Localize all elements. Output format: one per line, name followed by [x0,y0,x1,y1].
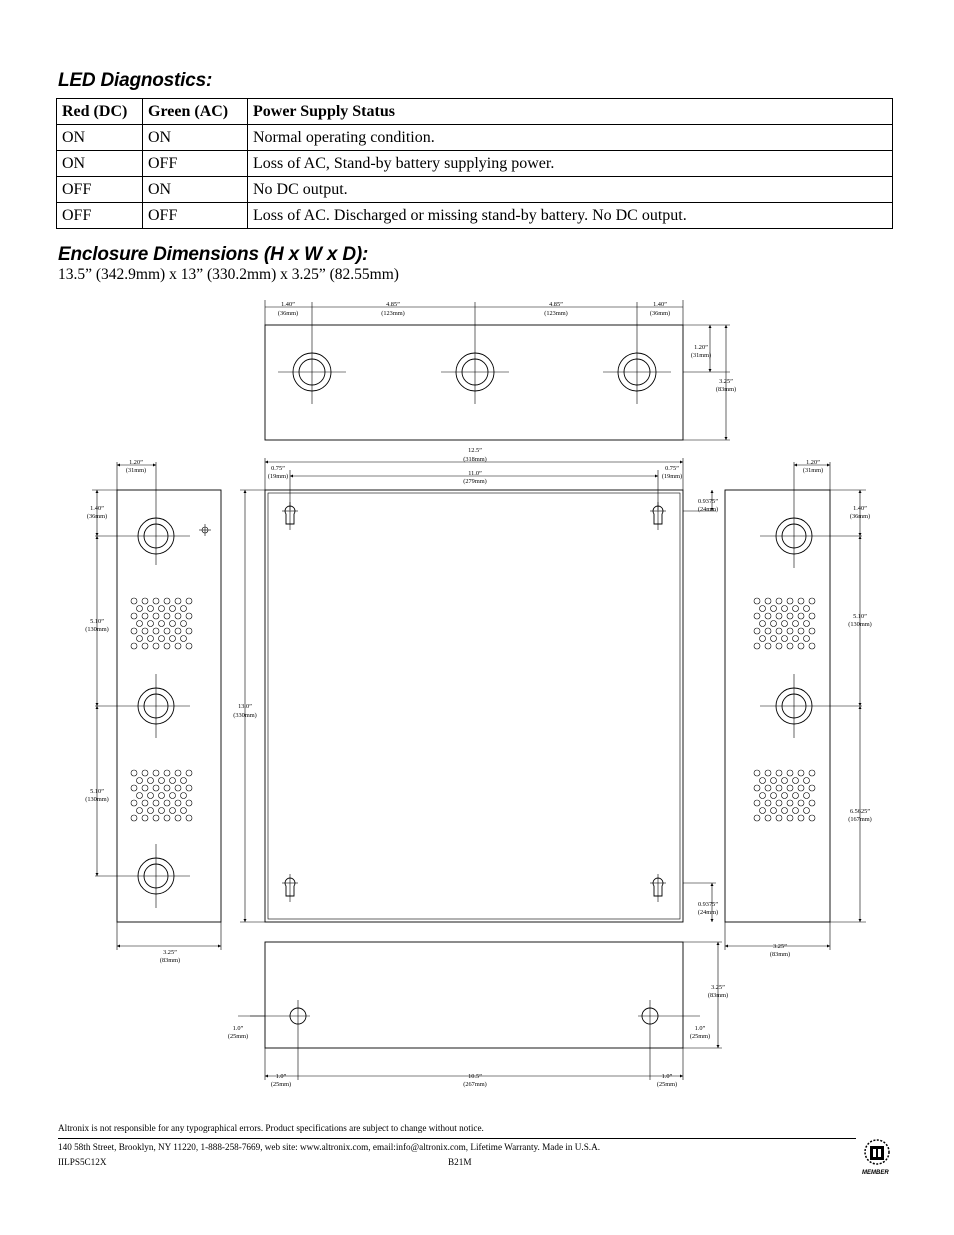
vent-hole [798,613,804,619]
vent-hole [175,785,181,791]
vent-hole [776,800,782,806]
vent-hole [782,636,788,642]
dim-label: 0.75” [665,465,679,472]
vent-hole [798,598,804,604]
vent-hole [153,613,159,619]
table-row [57,177,893,203]
keyhole-mount [650,874,666,902]
cell-green: ON [143,177,248,203]
vent-hole [776,785,782,791]
vent-hole [159,606,165,612]
vent-hole [765,598,771,604]
vent-hole [771,636,777,642]
vent-hole [131,770,137,776]
knockout-hole [95,462,190,565]
vent-hole [754,598,760,604]
dim-label: (19mm) [661,473,683,480]
vent-hole [809,815,815,821]
column-header-green: Green (AC) [143,99,248,125]
vent-hole [754,643,760,649]
vent-hole [793,621,799,627]
vent-hole [181,636,187,642]
dim-label: (167mm) [848,816,872,823]
dim-label: 1.0” [661,1073,673,1080]
cell-red: ON [57,125,143,151]
vent-hole [153,598,159,604]
part-number: IILPS5C12X [58,1157,107,1167]
dim-label: 1.20” [129,459,143,466]
column-header-status: Power Supply Status [248,99,893,125]
knockout-hole [760,674,862,738]
vent-hole [804,778,810,784]
vent-hole [148,808,154,814]
dim-label: 1.40” [853,505,867,512]
cell-status: Loss of AC, Stand-by battery supplying power. [248,151,893,177]
dim-label: 3.25” [719,378,733,385]
vent-hole [175,613,181,619]
vent-hole [787,613,793,619]
mounting-hole [250,1000,310,1080]
right-side-view [725,459,872,958]
dim-label: 5.10” [853,613,867,620]
vent-hole [798,785,804,791]
cell-red: ON [57,151,143,177]
dim-label: (130mm) [848,621,872,628]
vent-hole [153,815,159,821]
vent-hole [754,800,760,806]
vent-hole [787,628,793,634]
vent-hole [181,808,187,814]
vent-hole [754,785,760,791]
vent-hole [142,770,148,776]
dim-label: (36mm) [277,310,299,317]
revision-code: B21M [448,1157,472,1167]
vent-hole [787,800,793,806]
vent-hole [754,628,760,634]
dim-label: (130mm) [85,626,109,633]
vent-hole [760,778,766,784]
vent-hole [164,815,170,821]
dim-label: 1.40” [653,301,667,308]
vent-hole [131,628,137,634]
vent-hole [793,793,799,799]
cell-green: OFF [143,203,248,229]
vent-hole [776,613,782,619]
vent-hole [137,636,143,642]
vent-hole [798,643,804,649]
vent-hole [164,628,170,634]
vent-hole [148,793,154,799]
vent-hole [142,643,148,649]
dim-label: 1.20” [694,344,708,351]
knockout-hole [95,844,190,908]
dim-label: (83mm) [159,957,181,964]
dim-label: (130mm) [85,796,109,803]
vent-hole [164,800,170,806]
vent-hole [131,643,137,649]
vent-hole [760,808,766,814]
vent-hole [776,598,782,604]
vent-hole [754,770,760,776]
crosshair-icon [199,524,211,536]
vent-hole [148,778,154,784]
vent-hole [771,606,777,612]
dim-label: 0.9375” [697,901,719,908]
dim-label: 6.5625” [849,808,871,815]
dim-label: (31mm) [690,352,712,359]
vent-hole [798,800,804,806]
vent-hole [153,800,159,806]
vent-holes [131,598,192,649]
vent-hole [809,643,815,649]
vent-hole [181,621,187,627]
dim-label: (25mm) [656,1081,678,1088]
vent-hole [131,815,137,821]
dim-label: (24mm) [697,506,719,513]
vent-hole [131,800,137,806]
dim-label: 3.25” [711,984,725,991]
vent-hole [186,628,192,634]
vent-hole [776,770,782,776]
vent-hole [186,800,192,806]
front-view [233,447,718,922]
vent-hole [787,815,793,821]
led-diagnostics-title: LED Diagnostics: [58,70,213,91]
dim-label: (123mm) [544,310,568,317]
dim-label: (31mm) [125,467,147,474]
vent-hole [148,621,154,627]
vent-hole [170,621,176,627]
bottom-view [228,942,728,1088]
vent-hole [131,598,137,604]
table-row [57,125,893,151]
dim-label: (25mm) [689,1033,711,1040]
vent-hole [186,598,192,604]
vent-hole [782,808,788,814]
dim-label: 11.0” [468,470,482,477]
vent-hole [142,628,148,634]
vent-hole [782,778,788,784]
dim-label: (83mm) [769,951,791,958]
vent-hole [787,785,793,791]
vent-hole [159,636,165,642]
dim-label: 5.10” [90,788,104,795]
vent-hole [787,643,793,649]
dim-label: (25mm) [227,1033,249,1040]
vent-hole [804,636,810,642]
vent-hole [765,785,771,791]
enclosure-dimensions-title: Enclosure Dimensions (H x W x D): [58,244,369,265]
vent-hole [181,793,187,799]
vent-hole [760,606,766,612]
dim-label: 1.40” [281,301,295,308]
vent-hole [776,628,782,634]
vent-hole [765,613,771,619]
dim-label: (24mm) [697,909,719,916]
cell-red: OFF [57,203,143,229]
vent-hole [164,785,170,791]
dim-label: 5.10” [90,618,104,625]
vent-hole [809,770,815,776]
vent-hole [798,628,804,634]
bottom-view-outline [265,942,683,1048]
vent-hole [804,808,810,814]
vent-hole [771,808,777,814]
dim-label: (36mm) [86,513,108,520]
vent-hole [760,636,766,642]
vent-holes [754,598,815,649]
vent-hole [181,606,187,612]
vent-hole [804,621,810,627]
cell-status: Normal operating condition. [248,125,893,151]
vent-hole [153,770,159,776]
vent-hole [153,785,159,791]
dim-label: 1.0” [275,1073,287,1080]
vent-hole [793,606,799,612]
vent-hole [809,800,815,806]
vent-hole [782,793,788,799]
vent-hole [170,793,176,799]
vent-hole [148,606,154,612]
dim-label: (330mm) [233,712,257,719]
cell-red: OFF [57,177,143,203]
dim-label: 4.85” [549,301,563,308]
dim-label: (25mm) [270,1081,292,1088]
dim-label: 3.25” [773,943,787,950]
vent-holes [754,770,815,821]
dim-label: 10.5” [468,1073,482,1080]
vent-hole [170,808,176,814]
vent-hole [760,793,766,799]
vent-hole [170,606,176,612]
keyhole-mount [282,502,298,530]
vent-hole [754,613,760,619]
vent-hole [760,621,766,627]
vent-hole [782,621,788,627]
dim-label: (279mm) [463,478,487,485]
cell-status: Loss of AC. Discharged or missing stand-by battery. No DC output. [248,203,893,229]
vent-hole [186,613,192,619]
dim-label: 0.75” [271,465,285,472]
vent-hole [148,636,154,642]
vent-hole [142,785,148,791]
vent-hole [137,606,143,612]
vent-hole [137,793,143,799]
company-address: 140 58th Street, Brooklyn, NY 11220, 1-888-258-7669, web site: www.altronix.com, email:info@altronix.com, Lifetime Warranty. Made in U.S.A. [58,1142,601,1152]
vent-hole [787,770,793,776]
vent-hole [164,598,170,604]
vent-hole [771,621,777,627]
dim-label: 0.9375” [697,498,719,505]
keyhole-mount [282,874,298,902]
keyhole-mount [650,502,666,530]
vent-hole [159,808,165,814]
vent-hole [186,815,192,821]
vent-hole [798,815,804,821]
mounting-hole [638,1000,700,1080]
dim-label: (318mm) [463,456,487,463]
cell-status: No DC output. [248,177,893,203]
vent-hole [175,628,181,634]
knockout-hole [760,462,862,568]
vent-hole [153,628,159,634]
dim-label: 3.25” [163,949,177,956]
vent-hole [754,815,760,821]
vent-hole [159,778,165,784]
dim-label: 1.0” [232,1025,244,1032]
vent-hole [131,613,137,619]
dim-label: 1.20” [806,459,820,466]
vent-hole [771,778,777,784]
vent-hole [142,800,148,806]
vent-hole [186,785,192,791]
vent-hole [771,793,777,799]
vent-hole [142,613,148,619]
disclaimer-text: Altronix is not responsible for any typographical errors. Product specifications are subject to change without notice. [58,1123,484,1133]
vent-hole [776,643,782,649]
dim-label: (36mm) [849,513,871,520]
vent-hole [142,598,148,604]
vent-hole [137,808,143,814]
knockout-hole [603,302,671,404]
vent-hole [175,598,181,604]
vent-hole [170,636,176,642]
dim-label: (83mm) [715,386,737,393]
vent-hole [804,793,810,799]
vent-hole [782,606,788,612]
cell-green: ON [143,125,248,151]
vent-hole [787,598,793,604]
dim-label: (36mm) [649,310,671,317]
vent-hole [153,643,159,649]
vent-hole [137,621,143,627]
dim-label: (19mm) [267,473,289,480]
cell-green: OFF [143,151,248,177]
dim-label: (83mm) [707,992,729,999]
vent-hole [804,606,810,612]
dim-label: 1.0” [694,1025,706,1032]
left-side-view [85,459,221,964]
vent-hole [170,778,176,784]
vent-hole [159,793,165,799]
vent-hole [142,815,148,821]
member-logo-label: MEMBER [862,1170,889,1176]
enclosure-dimension-drawing [0,290,954,1100]
vent-hole [137,778,143,784]
vent-hole [798,770,804,776]
vent-hole [175,770,181,776]
dim-label: 4.85” [386,301,400,308]
knockout-hole [441,302,509,404]
vent-hole [765,643,771,649]
vent-hole [159,621,165,627]
vent-hole [765,770,771,776]
vent-hole [793,778,799,784]
vent-hole [765,628,771,634]
vent-hole [175,815,181,821]
vent-hole [809,628,815,634]
vent-hole [175,800,181,806]
vent-hole [809,785,815,791]
vent-hole [164,770,170,776]
front-view-outline [265,490,683,922]
vent-hole [776,815,782,821]
vent-hole [131,785,137,791]
dim-label: (267mm) [463,1081,487,1088]
table-row [57,203,893,229]
column-header-red: Red (DC) [57,99,143,125]
vent-hole [793,808,799,814]
knockout-hole [278,302,346,404]
dim-label: (123mm) [381,310,405,317]
vent-hole [765,815,771,821]
vent-hole [175,643,181,649]
knockout-hole [95,674,190,738]
dim-label: 1.40” [90,505,104,512]
vent-hole [809,598,815,604]
vent-holes [131,770,192,821]
table-header-row [57,99,893,125]
table-row [57,151,893,177]
dim-label: (31mm) [802,467,824,474]
vent-hole [809,613,815,619]
vent-hole [164,643,170,649]
vent-hole [186,643,192,649]
dim-label: 12.5” [468,447,482,454]
vent-hole [186,770,192,776]
top-view [265,300,736,440]
enclosure-dimensions-value: 13.5” (342.9mm) x 13” (330.2mm) x 3.25” (82.55mm) [58,266,399,283]
vent-hole [164,613,170,619]
vent-hole [181,778,187,784]
vent-hole [765,800,771,806]
vent-hole [793,636,799,642]
footer-divider [58,1138,856,1139]
dim-label: 13.0” [238,703,252,710]
led-diagnostics-table [56,98,893,229]
